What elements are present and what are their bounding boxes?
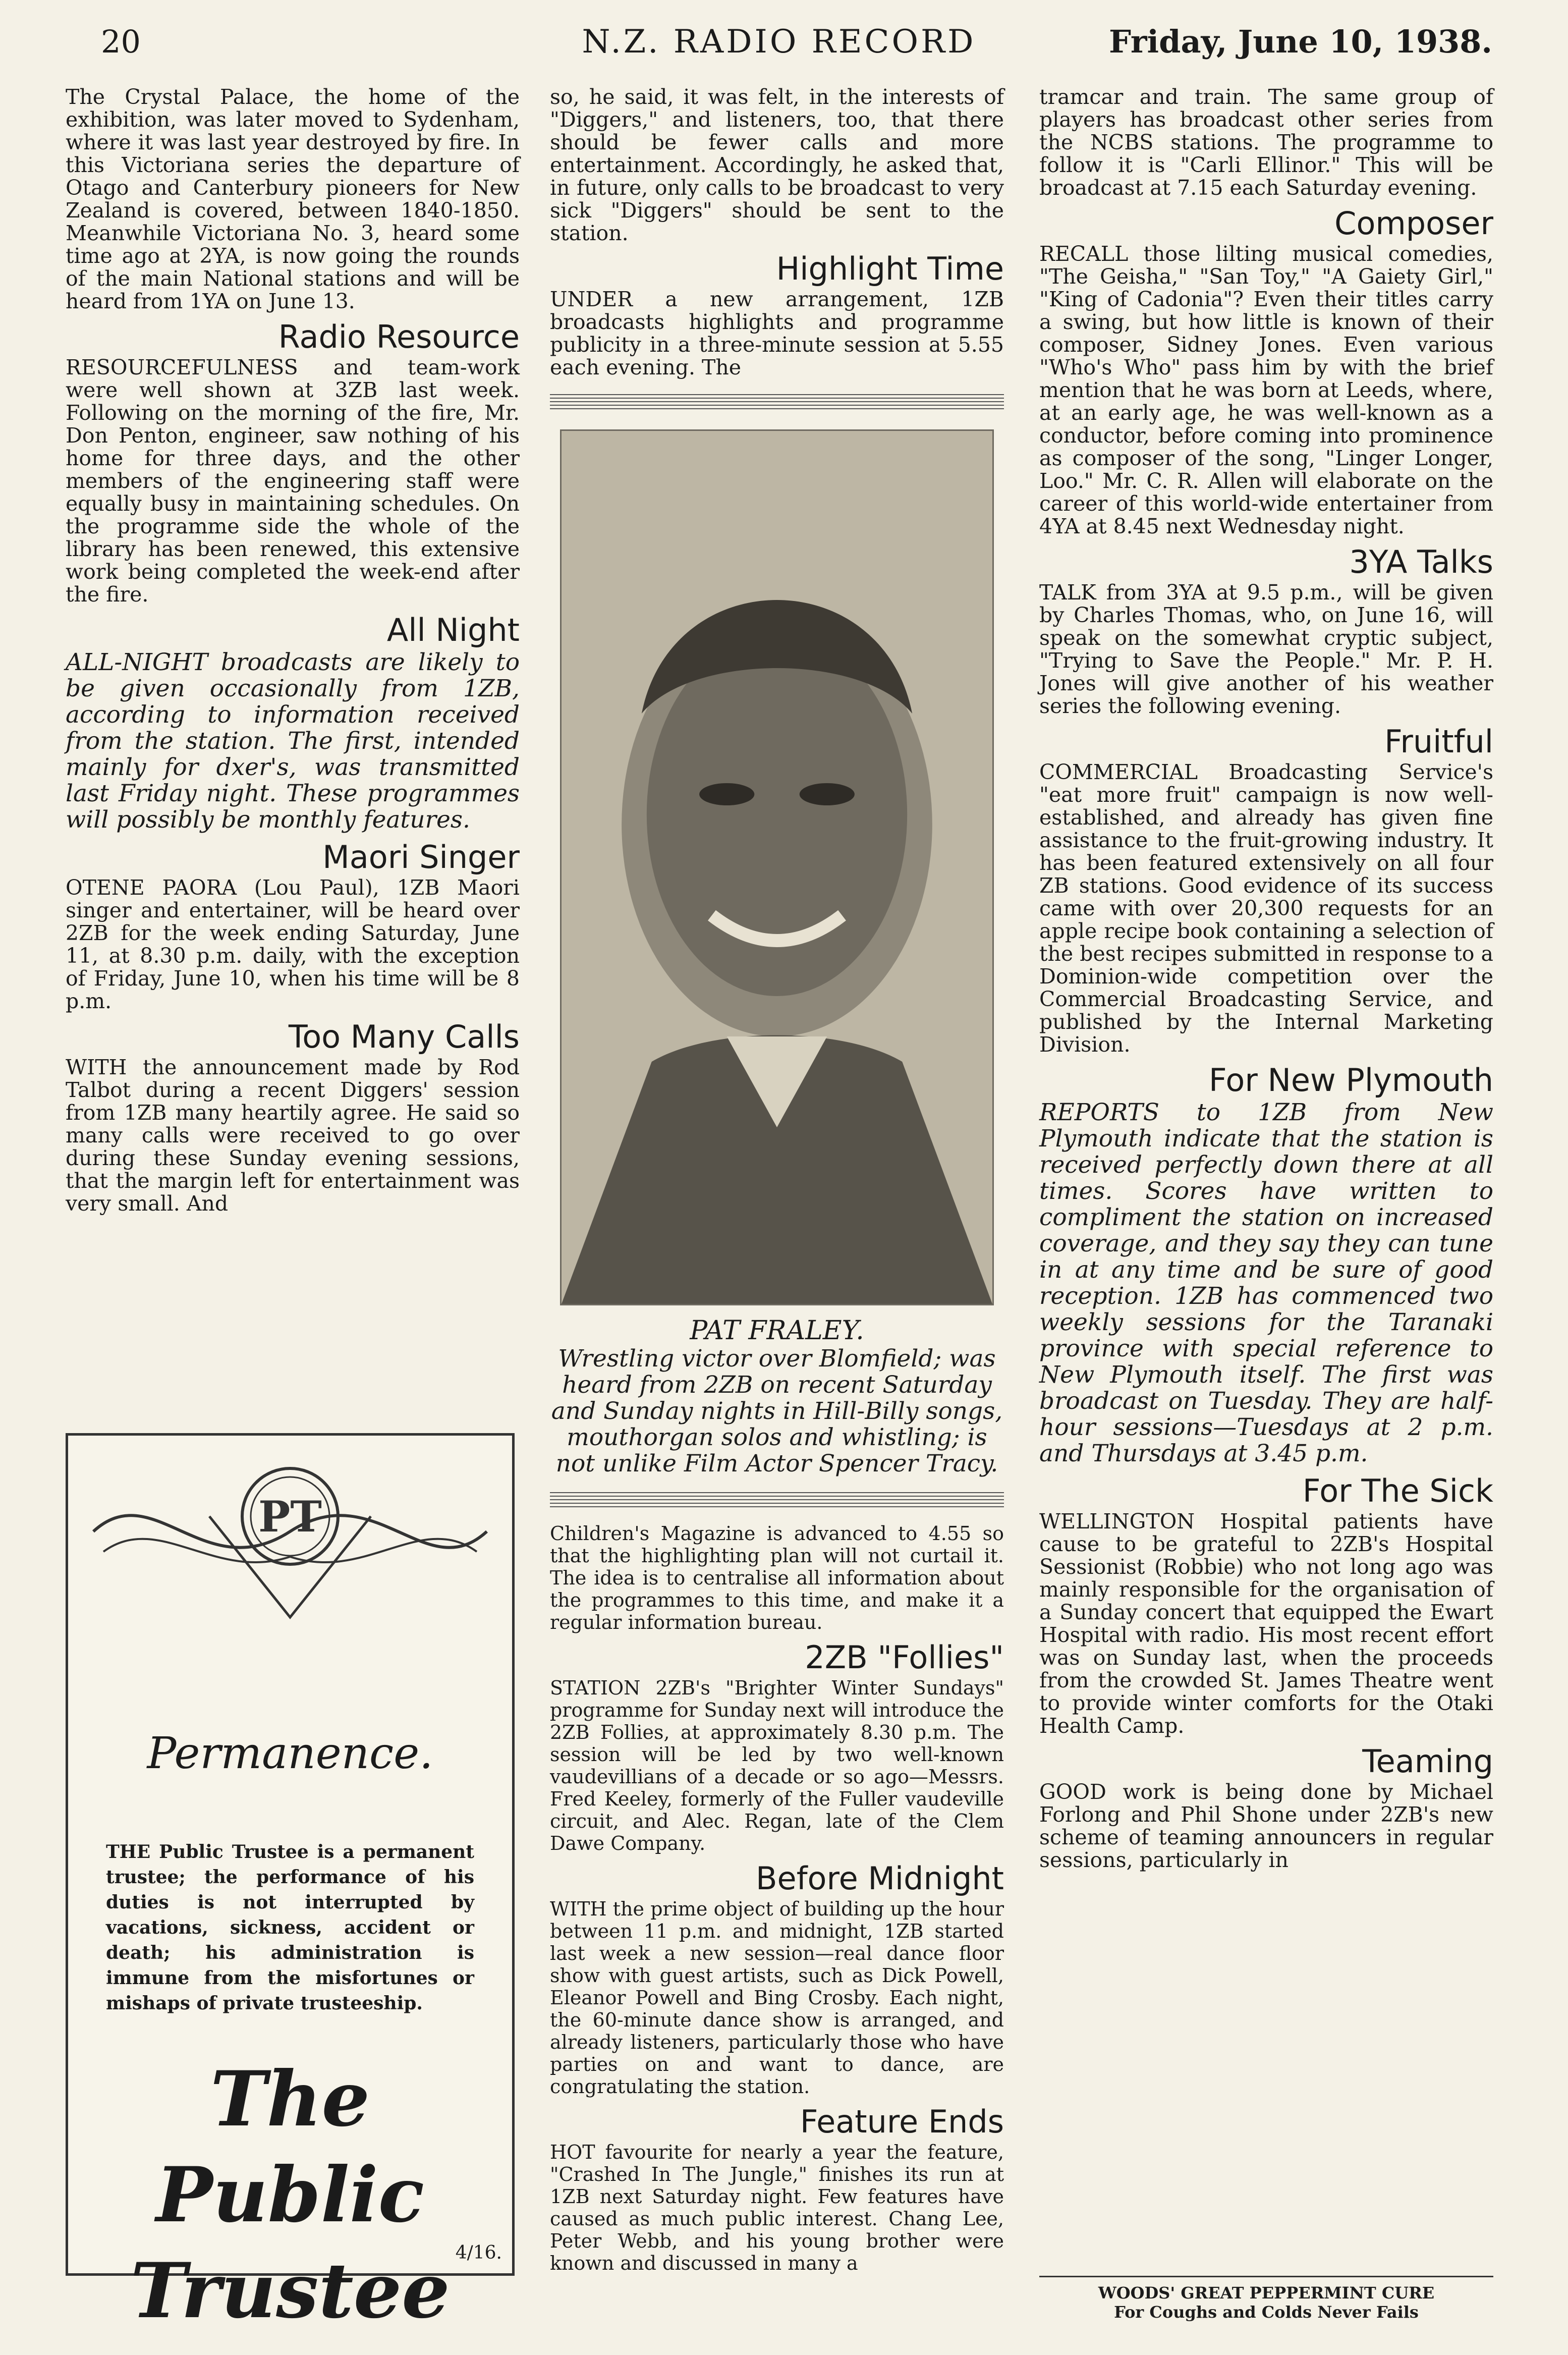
column-3 — [1039, 86, 1493, 1875]
photo-caption-name: PAT FRALEY. — [690, 1316, 864, 1346]
ad-body: THE Public Trustee is a permanent trustee; the performance of his duties is not interrupted by vacations, sickness, accident or death; his administration is immune from the misfortunes or mishaps of private trusteeship. — [106, 1841, 474, 2014]
article-for-the-sick: WELLINGTON Hospital patients have cause to be grateful to 2ZB's Hospital Sessionist (Robbie) who not long ago was mainly responsible for the organisation of a Sunday concert that equipped the Ewart Hospital with radio. His most recent effort was on Sunday last, when the proceeds from the crowded St. James Theatre went to provide winter comforts for the Otaki Health Camp. — [1039, 1509, 1493, 1738]
column-1 — [66, 86, 520, 1218]
ornament-emblem — [83, 1456, 497, 1627]
headline-radio-resource: Radio Resource — [278, 318, 520, 355]
article-intro: The Crystal Palace, the home of the exhibition, was later moved to Sydenham, where it was last year destroyed by fire. In this Victoriana series the departure of Otago and Canterbury pioneers for New Zealand is covered, between 1840-1850. Meanwhile Victoriana No. 3, heard some time ago at 2YA, is now going the rounds of the main National stations and will be heard from 1YA on June 13. — [66, 85, 520, 313]
headline-all-night: All Night — [386, 612, 520, 648]
headline-2zb-follies: 2ZB "Follies" — [805, 1639, 1004, 1676]
headline-new-plymouth: For New Plymouth — [1208, 1062, 1493, 1099]
article-composer: RECALL those lilting musical comedies, "The Geisha," "San Toy," "A Gaiety Girl," "King of Cadonia"? Even their titles carry a swing, but how little is known of their composer, Sidney Jones. Even various "Who's Who" pass him by with the brief mention that he was born at Leeds, where, at an early age, he was well-known as a conductor, before coming into prominence as composer of the song, "Linger Longer, Loo." Mr. C. R. Allen will elaborate on the career of this world-wide entertainer from 4YA at 8.45 next Wednesday night. — [1039, 242, 1493, 538]
article-childrens-magazine: Children's Magazine is advanced to 4.55 so that the highlighting plan will not curtail it. The idea is to centralise all information about the programmes to this time, and make it a regular information bureau. — [550, 1522, 1004, 1633]
photo-caption-text: Wrestling victor over Blomfield; was heard from 2ZB on recent Saturday and Sunday nights in Hill-Billy songs, mouthorgan solos and whistling; is not unlike Film Actor Spencer Tracy. — [551, 1345, 1003, 1477]
headline-teaming: Teaming — [1362, 1743, 1493, 1780]
ad-title: Permanence. — [147, 1728, 433, 1779]
issue-date: Friday, June 10, 1938. — [1108, 23, 1492, 60]
article-new-plymouth: REPORTS to 1ZB from New Plymouth indicate that the station is received perfectly down there at all times. Scores have written to compliment the station on increased coverage, and they say they can tune in at any time and be sure of good reception. 1ZB has commenced two weekly sessions for the Taranaki province with special reference to New Plymouth itself. The first was broadcast on Tuesday. They are half-hour sessions—Tuesdays at 2 p.m. and Thursdays at 3.45 p.m. — [1039, 1099, 1493, 1467]
article-calls-continued: so, he said, it was felt, in the interests of "Diggers," and listeners, too, that there should be fewer calls and more entertainment. Accordingly, he asked that, in future, only calls to be broadcast to very sick "Diggers" should be sent to the station. — [550, 85, 1004, 245]
headline-feature-ends: Feature Ends — [800, 2103, 1004, 2140]
headline-composer: Composer — [1334, 205, 1493, 242]
headline-too-many-calls: Too Many Calls — [288, 1018, 520, 1055]
publication-title: N.Z. RADIO RECORD — [582, 23, 976, 61]
trustee-monogram: PT — [258, 1492, 322, 1542]
headline-maori-singer: Maori Singer — [322, 839, 520, 875]
article-maori-singer: OTENE PAORA (Lou Paul), 1ZB Maori singer and entertainer, will be heard over 2ZB for the week ending Saturday, June 11, at 8.30 p.m. daily, with the exception of Friday, June 10, when his time will be 8 p.m. — [66, 875, 520, 1013]
page-header — [66, 10, 1492, 71]
article-before-midnight: WITH the prime object of building up the hour between 11 p.m. and midnight, 1ZB started last week a new session—real dance floor show with guest artists, such as Dick Powell, Eleanor Powell and Bing Crosby. Each night, the 60-minute dance show is arranged, and already listeners, particularly those who have parties on and want to dance, are congratulating the station. — [550, 1898, 1004, 2098]
footer-ad-line2: For Coughs and Colds Never Fails — [1114, 2303, 1419, 2322]
article-feature-ends: HOT favourite for nearly a year the feature, "Crashed In The Jungle," finishes its run at 1ZB next Saturday night. Few features have caused as much public interest. Chang Lee, Peter Webb, and his young brother were known and discussed in many a — [550, 2141, 1004, 2274]
headline-fruitful: Fruitful — [1384, 723, 1493, 760]
article-2zb-follies: STATION 2ZB's "Brighter Winter Sundays" programme for Sunday next will introduce the 2ZB Follies, at approximately 8.30 p.m. The session will be led by two well-known vaudevillians of a decade or so ago—Messrs. Fred Keeley, formerly of the Fuller vaudeville circuit, and Alec. Regan, late of the Clem Dawe Company. — [550, 1677, 1004, 1854]
ad-code: 4/16. — [455, 2242, 502, 2263]
article-highlight-time: UNDER a new arrangement, 1ZB broadcasts highlights and programme publicity in a three-minute session at 5.55 each evening. The — [550, 287, 1004, 379]
footer-ad-line1: WOODS' GREAT PEPPERMINT CURE — [1098, 2283, 1435, 2303]
headline-highlight-time: Highlight Time — [776, 250, 1004, 287]
column-2 — [550, 86, 1004, 2277]
headline-3ya-talks: 3YA Talks — [1349, 543, 1493, 580]
headline-before-midnight: Before Midnight — [756, 1860, 1004, 1897]
article-tramcar-continued: tramcar and train. The same group of players has broadcast other series from the NCBS stations. The programme to follow it is "Carli Ellinor." This will be broadcast at 7.15 each Saturday evening. — [1039, 85, 1493, 200]
headline-for-the-sick: For The Sick — [1302, 1472, 1493, 1509]
article-teaming: GOOD work is being done by Michael Forlong and Phil Shone under 2ZB's new scheme of teaming announcers in regular sessions, particularly in — [1039, 1780, 1493, 1872]
public-trustee-advertisement — [66, 1433, 515, 2335]
divider-rules — [550, 394, 1004, 409]
divider-rules-2 — [550, 1492, 1004, 1507]
article-all-night: ALL-NIGHT broadcasts are likely to be given occasionally from 1ZB, according to information received from the station. The first, intended mainly for dxer's, was transmitted last Friday night. These programmes will possibly be monthly features. — [66, 648, 520, 834]
article-fruitful: COMMERCIAL Broadcasting Service's "eat more fruit" campaign is now well-established, and already has given fine assistance to the fruit-growing industry. It has been featured extensively on all four ZB stations. Good evidence of its success came with over 20,300 requests for an apple recipe book containing a selection of the best recipes submitted in response to a Dominion-wide competition over the Commercial Broadcasting Service, and published by the Internal Marketing Division. — [1039, 760, 1493, 1057]
ad-brand-logo: The Public Trustee — [130, 2055, 450, 2335]
article-radio-resource: RESOURCEFULNESS and team-work were well shown at 3ZB last week. Following on the morning of the fire, Mr. Don Penton, engineer, saw nothing of his home for three days, and the other members of the engineering staff were equally busy in maintaining schedules. On the programme side the whole of the library has been renewed, this extensive work being completed the week-end after the fire. — [66, 355, 520, 607]
footer-advertisement — [1039, 2276, 1493, 2322]
pat-fraley-photo — [560, 429, 994, 1305]
article-3ya-talks: TALK from 3YA at 9.5 p.m., will be given by Charles Thomas, who, on June 16, will speak on the somewhat cryptic subject, "Trying to Save the People." Mr. P. H. Jones will give another of his weather series the following evening. — [1039, 580, 1493, 718]
article-too-many-calls: WITH the announcement made by Rod Talbot during a recent Diggers' session from 1ZB many heartily agree. He said so many calls were received to go over during these Sunday evening sessions, that the margin left for entertainment was very small. And — [66, 1055, 520, 1216]
page-number: 20 — [101, 23, 141, 60]
